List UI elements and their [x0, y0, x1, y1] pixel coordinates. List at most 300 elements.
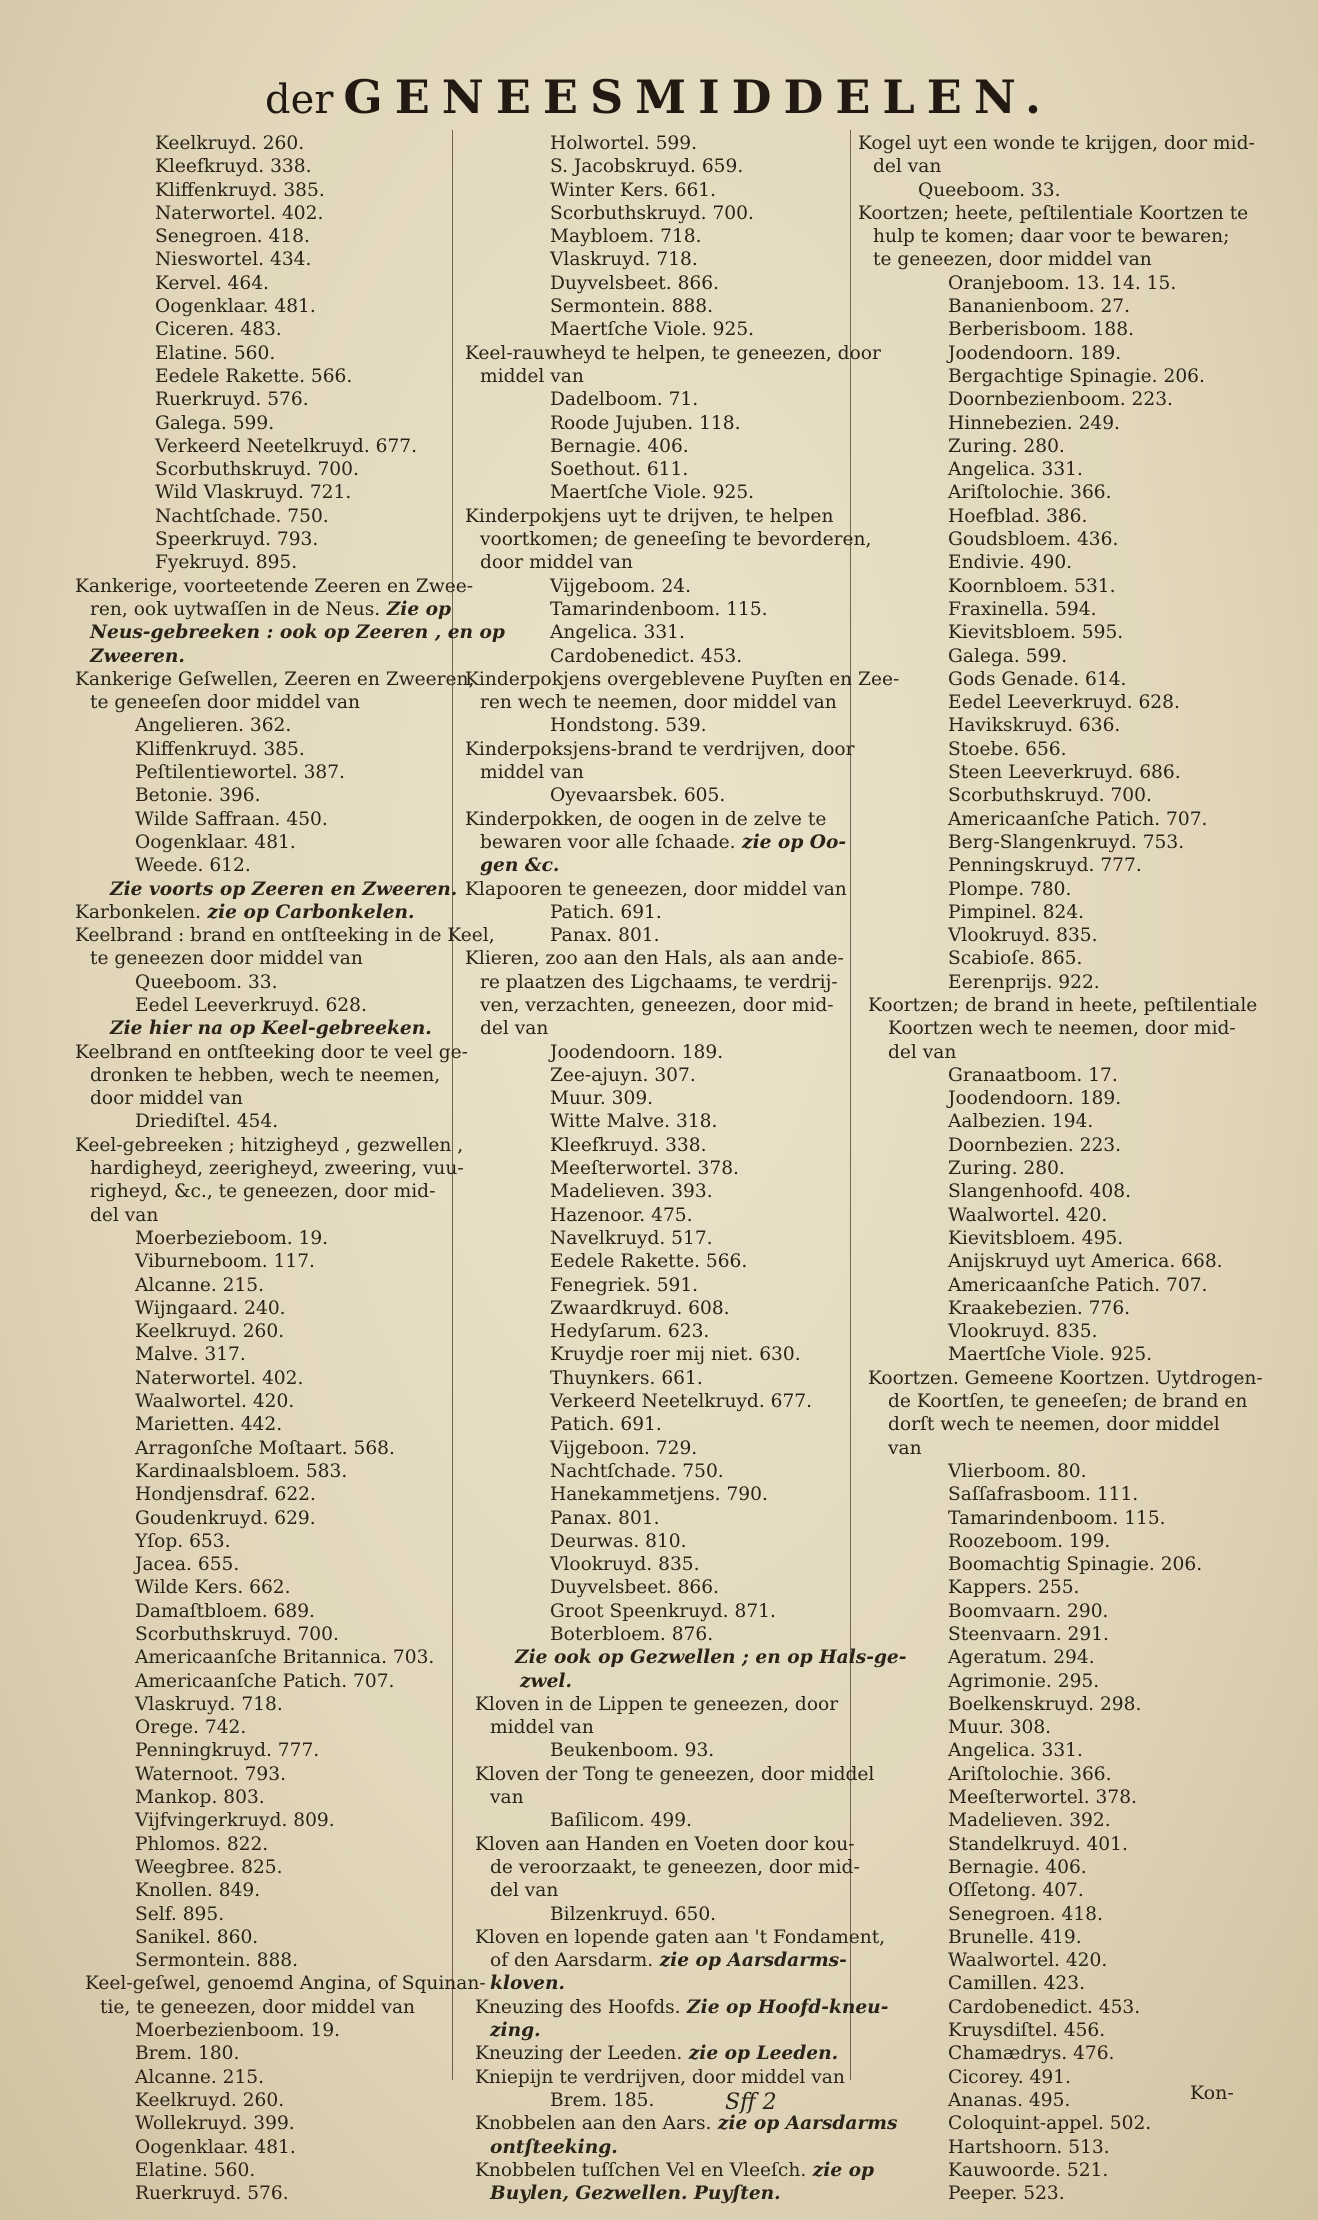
entry-text: Soethout. 611. — [550, 459, 689, 481]
cross-reference: Zie hier na op Keel-gebreeken. — [110, 1018, 432, 1040]
entry-text: Zuring. 280. — [948, 435, 1065, 457]
entry-text: bewaren voor alle ſchaade. — [480, 831, 736, 853]
remedy-entry — [70, 1390, 460, 1413]
entry-text: Fyekruyd. 895. — [155, 552, 298, 574]
heading-continuation — [70, 1180, 460, 1203]
ailment-heading — [465, 1926, 886, 1949]
entry-text: Driediſtel. 454. — [135, 1111, 279, 1133]
remedy-entry — [465, 621, 855, 644]
entry-text: Maertſche Viole. 925. — [550, 319, 755, 341]
cross-reference: Buylen, Gezwellen. Puyſten. — [490, 2183, 781, 2205]
remedy-entry — [70, 1739, 460, 1762]
entry-text: Brunelle. 419. — [948, 1926, 1082, 1948]
remedy-entry — [858, 1693, 1258, 1716]
remedy-entry — [465, 179, 855, 202]
entry-text: Kervel. 464. — [155, 272, 269, 294]
entry-text: Sermontein. 888. — [550, 296, 714, 318]
entry-text: Hazenoor. 475. — [550, 1204, 693, 1226]
remedy-entry — [858, 1250, 1258, 1273]
entry-text: Scorbuthskruyd. 700. — [135, 1624, 339, 1645]
entry-text: Verkeerd Neetelkruyd. 677. — [155, 435, 418, 457]
ailment-heading — [858, 132, 1258, 155]
entry-text: Waternoot. 793. — [135, 1763, 287, 1785]
entry-text: Weede. 612. — [135, 855, 251, 877]
entry-text: Eedele Rakette. 566. — [550, 1251, 748, 1273]
remedy-entry — [858, 1716, 1258, 1739]
entry-text: Eedel Leeverkruyd. 628. — [135, 994, 367, 1016]
ailment-heading — [465, 2159, 875, 2182]
entry-text: Angelieren. 362. — [135, 715, 292, 737]
entry-text: Brem. 180. — [135, 2043, 240, 2065]
entry-text: Ruerkruyd. 576. — [155, 389, 309, 411]
remedy-entry — [465, 1507, 855, 1530]
remedy-entry — [70, 1297, 460, 1320]
heading-continuation — [465, 831, 855, 854]
remedy-entry — [858, 738, 1258, 761]
heading-continuation — [70, 598, 460, 621]
entry-text: Hartshoorn. 513. — [948, 2136, 1110, 2158]
entry-text: Gods Genade. 614. — [948, 668, 1127, 690]
remedy-entry — [465, 1180, 855, 1203]
entry-text: Koortzen. Gemeene Koortzen. Uytdrogen- — [868, 1367, 1263, 1389]
remedy-entry — [70, 1530, 460, 1553]
cross-reference: Zweeren. — [90, 645, 185, 667]
entry-text: Ananas. 495. — [948, 2089, 1071, 2111]
entry-text: Hondstong. 539. — [550, 715, 707, 737]
remedy-entry — [858, 2019, 1258, 2042]
remedy-entry — [858, 1763, 1258, 1786]
entry-text: of den Aarsdarm. — [490, 1950, 654, 1972]
remedy-entry — [465, 1390, 855, 1413]
remedy-entry — [858, 1087, 1258, 1110]
entry-text: Anijskruyd uyt America. 668. — [948, 1251, 1223, 1273]
entry-text: Pimpinel. 824. — [948, 901, 1085, 923]
remedy-entry — [70, 808, 460, 831]
remedy-entry — [465, 1157, 855, 1180]
entry-text: Boterbloem. 876. — [550, 1624, 714, 1645]
remedy-entry — [858, 272, 1258, 295]
heading-continuation — [70, 1204, 460, 1227]
heading-continuation — [465, 365, 855, 388]
ailment-heading — [465, 2066, 855, 2089]
remedy-entry — [858, 645, 1258, 668]
heading-continuation — [70, 947, 460, 970]
remedy-entry — [858, 435, 1258, 458]
entry-text: Wilde Kers. 662. — [135, 1577, 291, 1599]
entry-text: Hinnebezien. 249. — [948, 412, 1120, 434]
remedy-entry — [70, 831, 460, 854]
entry-text: Americaanſche Patich. 707. — [135, 1670, 395, 1692]
entry-text: dronken te hebben, wech te neemen, — [90, 1064, 441, 1086]
entry-text: Moerbezienboom. 19. — [135, 2020, 341, 2042]
entry-text: Kinderpokken, de oogen in de zelve te — [465, 808, 827, 830]
remedy-entry — [465, 1041, 855, 1064]
entry-text: Aalbezien. 194. — [948, 1111, 1094, 1133]
cross-reference: zing. — [490, 2020, 541, 2042]
entry-text: Cicorey. 491. — [948, 2066, 1071, 2088]
remedy-entry — [858, 1646, 1258, 1669]
remedy-entry — [858, 458, 1258, 481]
remedy-entry — [858, 551, 1258, 574]
entry-text: Saſſafrasboom. 111. — [948, 1484, 1139, 1506]
entry-text: Phlomos. 822. — [135, 1833, 269, 1855]
heading-continuation — [465, 1972, 855, 1995]
entry-text: te geneezen, door middel van — [873, 249, 1152, 271]
remedy-entry — [858, 1623, 1258, 1646]
entry-text: Kruysdiſtel. 456. — [948, 2020, 1106, 2042]
entry-text: Joodendoorn. 189. — [550, 1041, 724, 1063]
remedy-entry — [858, 481, 1258, 504]
ailment-heading — [465, 878, 855, 901]
entry-text: Wilde Saffraan. 450. — [135, 808, 328, 830]
remedy-entry — [70, 2042, 460, 2065]
remedy-entry — [465, 1483, 855, 1506]
heading-continuation — [465, 1949, 855, 1972]
remedy-entry — [858, 2112, 1258, 2135]
index-column-2 — [465, 132, 907, 2205]
heading-continuation — [70, 1157, 464, 1180]
remedy-entry — [858, 1996, 1258, 2019]
remedy-entry — [70, 132, 460, 155]
entry-text: Meeſterwortel. 378. — [550, 1158, 739, 1180]
entry-text: Joodendoorn. 189. — [948, 1088, 1122, 1110]
entry-text: Vijgeboon. 729. — [550, 1437, 698, 1459]
entry-text: Waalwortel. 420. — [135, 1391, 295, 1413]
heading-continuation — [465, 1646, 907, 1669]
ailment-heading — [465, 2042, 855, 2065]
entry-text: Keel-rauwheyd te helpen, te geneezen, door — [465, 342, 881, 364]
entry-text: Alcanne. 215. — [135, 1274, 265, 1296]
remedy-entry — [465, 1903, 855, 1926]
entry-text: Wijngaard. 240. — [135, 1297, 286, 1319]
entry-text: Ageratum. 294. — [948, 1647, 1095, 1669]
entry-text: Oſſetong. 407. — [948, 1880, 1084, 1902]
entry-text: Holwortel. 599. — [550, 133, 697, 154]
heading-continuation — [465, 1856, 860, 1879]
entry-text: Vijgeboom. 24. — [550, 575, 692, 597]
entry-text: Malve. 317. — [135, 1344, 246, 1366]
remedy-entry — [70, 971, 460, 994]
heading-continuation — [70, 878, 460, 901]
ailment-heading — [465, 1693, 855, 1716]
remedy-entry — [70, 1833, 460, 1856]
remedy-entry — [858, 878, 1258, 901]
entry-text: Self. 895. — [135, 1903, 225, 1925]
remedy-entry — [70, 1600, 460, 1623]
remedy-entry — [858, 1949, 1258, 1972]
ailment-heading — [465, 947, 855, 970]
remedy-entry — [858, 1180, 1258, 1203]
entry-text: Scorbuthskruyd. 700. — [550, 202, 754, 224]
remedy-entry — [465, 1274, 855, 1297]
entry-text: ven, verzachten, geneezen, door mid- — [480, 994, 834, 1016]
entry-text: te geneeſen door middel van — [90, 692, 360, 714]
remedy-entry — [70, 179, 460, 202]
entry-text: Keelkruyd. 260. — [135, 2089, 285, 2111]
heading-continuation — [465, 1879, 855, 1902]
remedy-entry — [858, 831, 1258, 854]
heading-continuation — [465, 1716, 855, 1739]
ailment-heading — [465, 738, 855, 761]
entry-text: Kniepijn te verdrijven, door middel van — [475, 2066, 845, 2088]
entry-text: Chamædrys. 476. — [948, 2043, 1115, 2065]
entry-text: Weegbree. 825. — [135, 1856, 283, 1878]
entry-text: Orege. 742. — [135, 1717, 247, 1739]
remedy-entry — [465, 1064, 855, 1087]
remedy-entry — [70, 318, 460, 341]
remedy-entry — [858, 1553, 1258, 1576]
entry-text: Yſop. 653. — [135, 1530, 231, 1552]
remedy-entry — [858, 1297, 1258, 1320]
entry-text: del van — [888, 1041, 957, 1063]
remedy-entry — [70, 2182, 460, 2205]
remedy-entry — [70, 1507, 460, 1530]
entry-text: Panax. 801. — [550, 1507, 660, 1529]
entry-text: Koortzen; de brand in heete, peſtilentiale — [868, 994, 1258, 1016]
remedy-entry — [858, 1576, 1258, 1599]
remedy-entry — [858, 1600, 1258, 1623]
remedy-entry — [70, 202, 460, 225]
remedy-entry — [465, 1530, 855, 1553]
entry-text: Roode Jujuben. 118. — [550, 412, 741, 434]
entry-text: del van — [490, 1880, 559, 1902]
remedy-entry — [465, 318, 855, 341]
remedy-entry — [465, 295, 855, 318]
entry-text: Cardobenedict. 453. — [948, 1996, 1141, 2018]
entry-text: Muur. 308. — [948, 1717, 1052, 1739]
remedy-entry — [70, 1576, 460, 1599]
ailment-heading — [465, 505, 855, 528]
entry-text: Damaſtbloem. 689. — [135, 1600, 315, 1622]
remedy-entry — [465, 1739, 855, 1762]
remedy-entry — [465, 248, 855, 271]
heading-continuation — [465, 2019, 855, 2042]
entry-text: Waalwortel. 420. — [948, 1950, 1108, 1972]
entry-text: Marietten. 442. — [135, 1414, 283, 1436]
entry-text: Havikskruyd. 636. — [948, 715, 1121, 737]
signature-mark: Sff 2 — [725, 2090, 777, 2115]
entry-text: Patich. 691. — [550, 1414, 662, 1436]
entry-text: de Koortſen, te geneeſen; de brand en — [888, 1391, 1248, 1413]
entry-text: Senegroen. 418. — [948, 1903, 1103, 1925]
remedy-entry — [858, 1903, 1258, 1926]
index-column-3 — [858, 132, 1263, 2205]
remedy-entry — [70, 2159, 460, 2182]
remedy-entry — [70, 1437, 460, 1460]
entry-text: middel van — [480, 365, 584, 387]
entry-text: Zwaardkruyd. 608. — [550, 1297, 730, 1319]
remedy-entry — [858, 1343, 1258, 1366]
entry-text: Eerenprijs. 922. — [948, 971, 1100, 993]
heading-continuation — [70, 691, 460, 714]
entry-text: Plompe. 780. — [948, 878, 1072, 900]
remedy-entry — [465, 645, 855, 668]
remedy-entry — [465, 575, 855, 598]
entry-text: Ciceren. 483. — [155, 319, 282, 341]
entry-text: van — [490, 1787, 524, 1809]
entry-text: Kankerige, voorteetende Zeeren en Zwee- — [75, 575, 474, 597]
ailment-heading — [70, 1134, 464, 1157]
ailment-heading — [465, 668, 900, 691]
remedy-entry — [465, 1600, 855, 1623]
entry-text: Kinderpokjens overgeblevene Puyſten en Zee- — [465, 668, 900, 690]
entry-text: Americaanſche Patich. 707. — [948, 1274, 1208, 1296]
heading-continuation — [858, 155, 1258, 178]
remedy-entry — [858, 691, 1258, 714]
remedy-entry — [858, 901, 1258, 924]
remedy-entry — [70, 2089, 460, 2112]
entry-text: Bernagie. 406. — [550, 435, 689, 457]
remedy-entry — [70, 994, 460, 1017]
remedy-entry — [465, 1460, 855, 1483]
heading-continuation — [70, 645, 460, 668]
remedy-entry — [465, 412, 855, 435]
entry-text: Oyevaarsbek. 605. — [550, 785, 726, 807]
remedy-entry — [70, 435, 460, 458]
entry-text: Dadelboom. 71. — [550, 389, 699, 411]
remedy-entry — [858, 412, 1258, 435]
remedy-entry — [70, 1646, 460, 1669]
remedy-entry — [70, 1460, 460, 1483]
remedy-entry — [465, 598, 855, 621]
entry-text: Kogel uyt een wonde te krijgen, door mid- — [858, 133, 1255, 154]
entry-text: Betonie. 396. — [135, 785, 261, 807]
remedy-entry — [70, 1926, 460, 1949]
remedy-entry — [858, 179, 1258, 202]
remedy-entry — [70, 1110, 460, 1133]
cross-reference: ontſteeking. — [490, 2136, 618, 2158]
remedy-entry — [858, 2182, 1258, 2205]
cross-reference: Zie op Hoofd-kneu- — [680, 1996, 889, 2018]
remedy-entry — [70, 761, 460, 784]
heading-continuation — [70, 621, 505, 644]
remedy-entry — [70, 1250, 460, 1273]
remedy-entry — [858, 1786, 1258, 1809]
heading-continuation — [465, 994, 855, 1017]
entry-text: Kruydje roer mij niet. 630. — [550, 1344, 801, 1366]
entry-text: Madelieven. 393. — [550, 1181, 713, 1203]
catchword: Kon- — [1190, 2082, 1234, 2104]
ailment-heading — [70, 901, 460, 924]
entry-text: Koortzen; heete, peſtilentiale Koortzen te — [858, 202, 1249, 224]
entry-text: Brem. 185. — [550, 2089, 655, 2111]
entry-text: Steen Leeverkruyd. 686. — [948, 762, 1181, 784]
remedy-entry — [858, 1507, 1258, 1530]
header-title: GENEESMIDDELEN. — [343, 70, 1053, 124]
remedy-entry — [465, 2089, 855, 2112]
remedy-entry — [70, 1903, 460, 1926]
remedy-entry — [70, 1670, 460, 1693]
entry-text: Scabioſe. 865. — [948, 948, 1083, 970]
remedy-entry — [70, 365, 460, 388]
entry-text: Keelkruyd. 260. — [135, 1321, 285, 1343]
remedy-entry — [465, 1343, 855, 1366]
remedy-entry — [858, 1530, 1258, 1553]
entry-text: Oogenklaar. 481. — [135, 831, 296, 853]
entry-text: Penningkruyd. 777. — [135, 1740, 320, 1762]
entry-text: Kankerige Geſwellen, Zeeren en Zweeren, — [75, 668, 475, 690]
entry-text: Americaanſche Britannica. 703. — [135, 1647, 435, 1669]
entry-text: del van — [873, 156, 942, 178]
ailment-heading — [465, 1763, 875, 1786]
remedy-entry — [858, 365, 1258, 388]
entry-text: Deurwas. 810. — [550, 1530, 687, 1552]
remedy-entry — [858, 1204, 1258, 1227]
entry-text: Kloven en lopende gaten aan 't Fondament, — [475, 1926, 886, 1948]
cross-reference: Neus-gebreeken : ook op Zeeren , en op — [90, 622, 505, 644]
entry-text: Doornbezien. 223. — [948, 1134, 1122, 1156]
entry-text: Keelbrand en ontſteeking door te veel ge- — [75, 1041, 468, 1063]
entry-text: Senegroen. 418. — [155, 226, 310, 248]
entry-text: Camillen. 423. — [948, 1973, 1085, 1995]
remedy-entry — [70, 2112, 460, 2135]
entry-text: ren, ook uytwaſſen in de Neus. — [90, 598, 381, 620]
entry-text: Keel-geſwel, genoemd Angina, of Squinan- — [85, 1973, 486, 1995]
remedy-entry — [70, 1809, 460, 1832]
entry-text: Kraakebezien. 776. — [948, 1297, 1131, 1319]
remedy-entry — [70, 2019, 460, 2042]
entry-text: middel van — [490, 1717, 594, 1739]
remedy-entry — [858, 1926, 1258, 1949]
remedy-entry — [70, 412, 460, 435]
entry-text: Queeboom. 33. — [918, 179, 1061, 201]
remedy-entry — [70, 1274, 460, 1297]
entry-text: Tamarindenboom. 115. — [948, 1507, 1166, 1529]
ailment-heading — [858, 994, 1258, 1017]
remedy-entry — [858, 598, 1258, 621]
entry-text: Duyvelsbeet. 866. — [550, 272, 719, 294]
remedy-entry — [70, 1716, 460, 1739]
entry-text: hulp te komen; daar voor te bewaren; — [873, 226, 1230, 248]
ailment-heading — [465, 2112, 898, 2135]
index-column-1 — [70, 132, 505, 2205]
remedy-entry — [858, 2159, 1258, 2182]
entry-text: Kliffenkruyd. 385. — [155, 179, 325, 201]
cross-reference: zwel. — [520, 1670, 572, 1692]
entry-text: Thuynkers. 661. — [550, 1367, 703, 1389]
remedy-entry — [465, 1250, 855, 1273]
entry-text: Scorbuthskruyd. 700. — [948, 785, 1152, 807]
remedy-entry — [465, 1320, 855, 1343]
entry-text: Oranjeboom. 13. 14. 15. — [948, 272, 1177, 294]
heading-continuation — [858, 225, 1258, 248]
cross-reference: zie op Aarsdarms — [711, 2113, 898, 2135]
entry-text: Nachtſchade. 750. — [155, 505, 329, 527]
page-header — [0, 70, 1318, 124]
entry-text: Waalwortel. 420. — [948, 1204, 1108, 1226]
entry-text: Eedel Leeverkruyd. 628. — [948, 692, 1180, 714]
remedy-entry — [70, 458, 460, 481]
remedy-entry — [858, 1879, 1258, 1902]
entry-text: Sanikel. 860. — [135, 1926, 259, 1948]
remedy-entry — [858, 1274, 1258, 1297]
entry-text: Klieren, zoo aan den Hals, als aan ande- — [465, 948, 844, 970]
remedy-entry — [465, 272, 855, 295]
entry-text: Kappers. 255. — [948, 1577, 1080, 1599]
entry-text: Baſilicom. 499. — [550, 1810, 692, 1832]
entry-text: Sermontein. 888. — [135, 1950, 299, 1972]
remedy-entry — [70, 1343, 460, 1366]
remedy-entry — [858, 924, 1258, 947]
remedy-entry — [858, 1856, 1258, 1879]
remedy-entry — [70, 1483, 460, 1506]
heading-continuation — [465, 971, 855, 994]
cross-reference: gen &c. — [480, 855, 560, 877]
remedy-entry — [70, 1413, 460, 1436]
entry-text: Alcanne. 215. — [135, 2066, 265, 2088]
entry-text: Penningskruyd. 777. — [948, 855, 1142, 877]
entry-text: Ruerkruyd. 576. — [135, 2183, 289, 2205]
